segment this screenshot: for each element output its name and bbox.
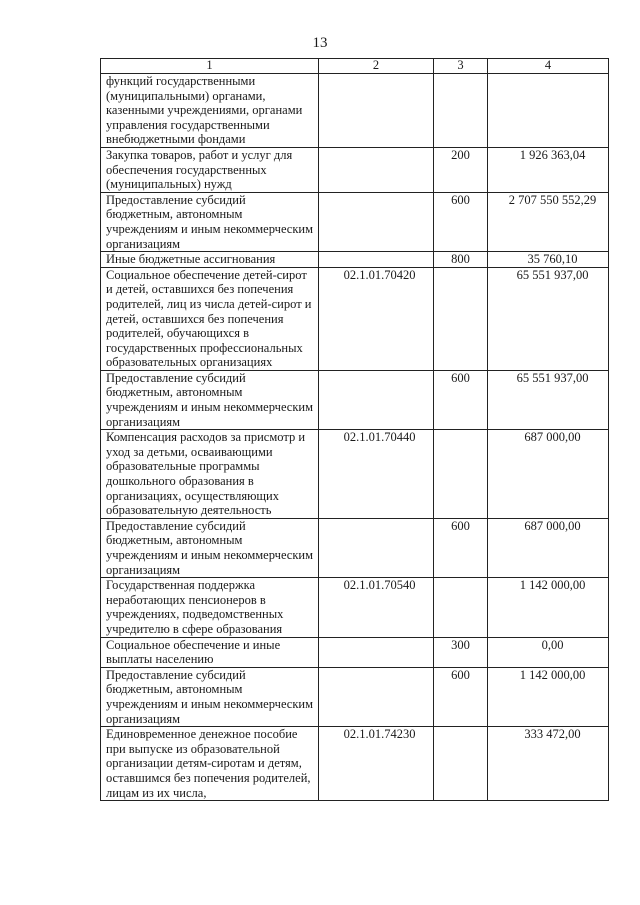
row-code xyxy=(319,74,434,148)
table-row xyxy=(101,370,609,429)
table-row xyxy=(101,192,609,251)
table-row xyxy=(101,252,609,268)
header-col-4: 4 xyxy=(488,59,609,74)
row-amount: 65 551 937,00 xyxy=(488,267,609,370)
header-col-1: 1 xyxy=(101,59,319,74)
row-code xyxy=(319,637,434,667)
header-col-3: 3 xyxy=(434,59,488,74)
row-name: функций государственными (муниципальными) органами, казенными учреждениями, органами управления государственными внебюджетными фондами xyxy=(101,74,319,148)
row-name: Предоставление субсидий бюджетным, автономным учреждениям и иным некоммерческим организациям xyxy=(101,518,319,577)
row-type: 600 xyxy=(434,370,488,429)
row-amount: 333 472,00 xyxy=(488,727,609,801)
row-amount xyxy=(488,74,609,148)
budget-table xyxy=(100,58,609,801)
row-name: Социальное обеспечение детей-сирот и детей, оставшихся без попечения родителей, лиц из числа детей-сирот и детей, оставшихся без попечения родителей, обучающихся в государственных профессиональных образовательных организациях xyxy=(101,267,319,370)
row-type: 200 xyxy=(434,147,488,192)
row-amount: 0,00 xyxy=(488,637,609,667)
table-row xyxy=(101,578,609,637)
row-code: 02.1.01.70540 xyxy=(319,578,434,637)
row-code xyxy=(319,667,434,726)
row-name: Закупка товаров, работ и услуг для обеспечения государственных (муниципальных) нужд xyxy=(101,147,319,192)
row-amount: 687 000,00 xyxy=(488,430,609,519)
header-row xyxy=(101,59,609,74)
table-row xyxy=(101,267,609,370)
row-type xyxy=(434,430,488,519)
row-amount: 65 551 937,00 xyxy=(488,370,609,429)
row-type xyxy=(434,578,488,637)
row-name: Предоставление субсидий бюджетным, автономным учреждениям и иным некоммерческим организациям xyxy=(101,192,319,251)
row-name: Государственная поддержка неработающих пенсионеров в учреждениях, подведомственных учредителю в сфере образования xyxy=(101,578,319,637)
row-code: 02.1.01.74230 xyxy=(319,727,434,801)
table-row xyxy=(101,430,609,519)
row-code xyxy=(319,192,434,251)
row-code: 02.1.01.70420 xyxy=(319,267,434,370)
row-code xyxy=(319,518,434,577)
row-type: 600 xyxy=(434,667,488,726)
row-code: 02.1.01.70440 xyxy=(319,430,434,519)
row-type: 800 xyxy=(434,252,488,268)
row-type xyxy=(434,267,488,370)
row-name: Предоставление субсидий бюджетным, автономным учреждениям и иным некоммерческим организациям xyxy=(101,370,319,429)
row-code xyxy=(319,147,434,192)
row-code xyxy=(319,252,434,268)
row-name: Иные бюджетные ассигнования xyxy=(101,252,319,268)
row-amount: 1 926 363,04 xyxy=(488,147,609,192)
header-col-2: 2 xyxy=(319,59,434,74)
row-code xyxy=(319,370,434,429)
row-name: Единовременное денежное пособие при выпуске из образовательной организации детям-сиротам и детям, оставшимся без попечения родителей, лицам из их числа, xyxy=(101,727,319,801)
table-row xyxy=(101,147,609,192)
row-name: Компенсация расходов за присмотр и уход за детьми, осваивающими образовательные программы дошкольного образования в организациях, осуществляющих образовательную деятельность xyxy=(101,430,319,519)
table-row xyxy=(101,667,609,726)
row-type: 600 xyxy=(434,518,488,577)
row-amount: 2 707 550 552,29 xyxy=(488,192,609,251)
row-type xyxy=(434,74,488,148)
row-name: Социальное обеспечение и иные выплаты населению xyxy=(101,637,319,667)
row-amount: 687 000,00 xyxy=(488,518,609,577)
row-amount: 35 760,10 xyxy=(488,252,609,268)
row-name: Предоставление субсидий бюджетным, автономным учреждениям и иным некоммерческим организациям xyxy=(101,667,319,726)
page-number: 13 xyxy=(312,35,328,51)
row-amount: 1 142 000,00 xyxy=(488,578,609,637)
table-row xyxy=(101,74,609,148)
row-type: 300 xyxy=(434,637,488,667)
table-row xyxy=(101,518,609,577)
table-row xyxy=(101,637,609,667)
row-type: 600 xyxy=(434,192,488,251)
table-row xyxy=(101,727,609,801)
row-type xyxy=(434,727,488,801)
row-amount: 1 142 000,00 xyxy=(488,667,609,726)
